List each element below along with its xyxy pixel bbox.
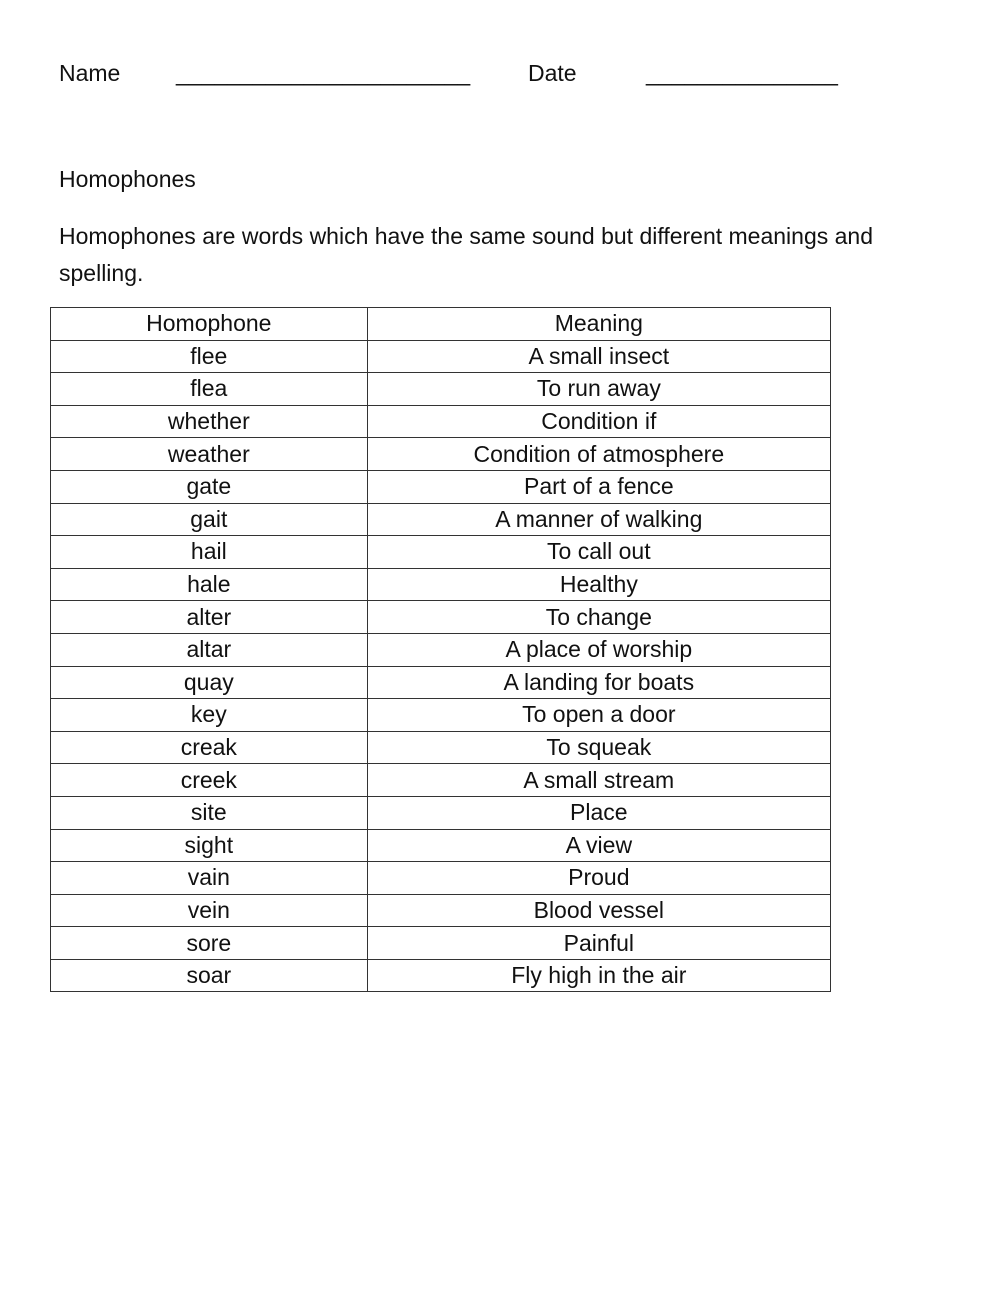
homophone-cell: creek [51,764,368,797]
table-row [51,405,831,438]
homophone-cell: flea [51,373,368,406]
meaning-cell: To squeak [367,731,830,764]
homophone-cell: vain [51,862,368,895]
homophone-cell: hale [51,568,368,601]
table-body [51,340,831,992]
meaning-cell: A small insect [367,340,830,373]
homophone-cell: soar [51,959,368,992]
date-blank-line[interactable]: _______________ [646,60,838,86]
meaning-cell: A landing for boats [367,666,830,699]
meaning-cell: To run away [367,373,830,406]
meaning-cell: Healthy [367,568,830,601]
table-header-row [51,308,831,341]
table-row [51,568,831,601]
table-row [51,764,831,797]
table-row [51,699,831,732]
table-row [51,666,831,699]
homophone-cell: site [51,796,368,829]
meaning-cell: A manner of walking [367,503,830,536]
table-row [51,796,831,829]
meaning-cell: A view [367,829,830,862]
meaning-cell: Place [367,796,830,829]
homophone-cell: key [51,699,368,732]
homophone-cell: flee [51,340,368,373]
meaning-cell: Proud [367,862,830,895]
table-row [51,340,831,373]
homophone-cell: altar [51,633,368,666]
table-row [51,373,831,406]
meaning-cell: Blood vessel [367,894,830,927]
homophone-cell: gait [51,503,368,536]
page-title: Homophones [59,166,196,192]
table-row [51,731,831,764]
meaning-cell: Part of a fence [367,470,830,503]
homophone-cell: vein [51,894,368,927]
meaning-cell: A small stream [367,764,830,797]
table-row [51,503,831,536]
meaning-cell: Painful [367,927,830,960]
homophones-table [50,307,831,992]
homophone-cell: sore [51,927,368,960]
table-row [51,633,831,666]
homophone-cell: quay [51,666,368,699]
column-header-homophone: Homophone [51,308,368,341]
meaning-cell: Fly high in the air [367,959,830,992]
homophone-cell: creak [51,731,368,764]
homophone-cell: whether [51,405,368,438]
table-row [51,927,831,960]
homophone-cell: weather [51,438,368,471]
meaning-cell: Condition of atmosphere [367,438,830,471]
meaning-cell: A place of worship [367,633,830,666]
definition-text: Homophones are words which have the same sound but different meanings and spelling. [59,223,874,286]
table-row [51,959,831,992]
meaning-cell: To call out [367,536,830,569]
date-label: Date [528,60,577,86]
meaning-cell: To change [367,601,830,634]
name-label: Name [59,60,121,86]
name-blank-line[interactable]: _______________________ [176,60,471,86]
meaning-cell: To open a door [367,699,830,732]
homophone-cell: gate [51,470,368,503]
table-row [51,829,831,862]
table-row [51,894,831,927]
homophone-cell: alter [51,601,368,634]
homophone-cell: sight [51,829,368,862]
table-row [51,438,831,471]
table-row [51,536,831,569]
meaning-cell: Condition if [367,405,830,438]
column-header-meaning: Meaning [367,308,830,341]
table-row [51,470,831,503]
table-row [51,862,831,895]
homophone-cell: hail [51,536,368,569]
table-row [51,601,831,634]
